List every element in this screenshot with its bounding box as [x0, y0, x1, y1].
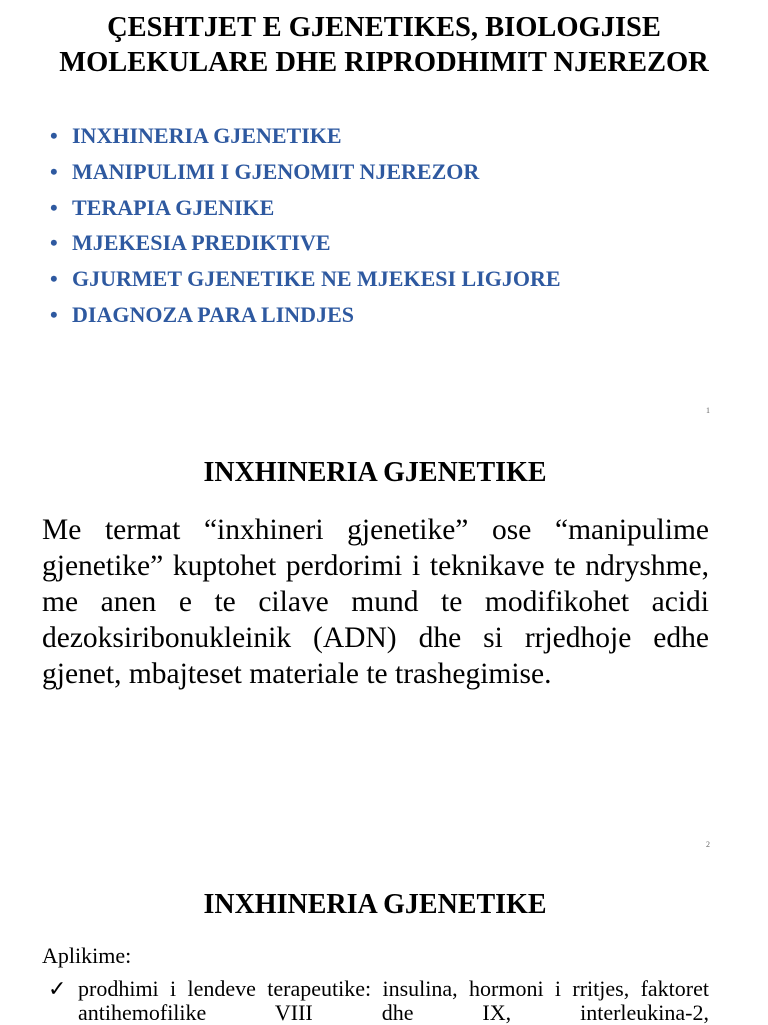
page-number: 1: [706, 406, 710, 415]
topic-item: [50, 118, 561, 154]
bullet-icon: •: [50, 158, 58, 184]
slide-3: [0, 864, 768, 1024]
check-list-item: [42, 977, 709, 1025]
body-paragraph: Me termat “inxhineri gjenetike” ose “manipulime gjenetike” kuptohet perdorimi i teknikave te ndryshme, me anen e te cilave mund te modifikohet acidi dezoksiribonukleinik (ADN) dhe si rrjedhoje edhe gjenet, mbajteset materiale te trashegimise.: [42, 514, 709, 690]
topic-item: [50, 154, 561, 190]
topic-label: DIAGNOZA PARA LINDJES: [72, 301, 354, 327]
slide-1: [0, 0, 768, 432]
check-item-text: prodhimi i lendeve terapeutike: insulina, hormoni i rritjes, faktoret antihemofilike VIII dhe IX, interleukina-2,: [78, 976, 709, 1025]
bullet-icon: •: [50, 123, 58, 148]
topic-label: INXHINERIA GJENETIKE: [72, 123, 342, 148]
checkmark-icon: ✓: [48, 976, 67, 1001]
slide-2: [0, 432, 768, 864]
topic-label: MANIPULIMI I GJENOMIT NJEREZOR: [72, 158, 480, 184]
bullet-icon: •: [50, 301, 58, 327]
page-number: 2: [706, 840, 710, 849]
slide-heading: INXHINERIA GJENETIKE: [203, 457, 547, 488]
topic-item: [50, 225, 561, 261]
topic-item: [50, 190, 561, 226]
title-line-1: ÇESHTJET E GJENETIKES, BIOLOGJISE: [107, 12, 661, 43]
bullet-icon: •: [50, 194, 58, 220]
intro-label: Aplikime:: [42, 943, 132, 968]
topic-item: [50, 297, 561, 333]
topic-label: MJEKESIA PREDIKTIVE: [72, 230, 331, 256]
slide-1-title: [0, 10, 768, 80]
topic-label: GJURMET GJENETIKE NE MJEKESI LIGJORE: [72, 266, 561, 292]
slide-heading: INXHINERIA GJENETIKE: [203, 889, 547, 920]
topic-list: [50, 118, 561, 333]
bullet-icon: •: [50, 266, 58, 292]
bullet-icon: •: [50, 230, 58, 256]
topic-item: [50, 261, 561, 297]
title-line-2: MOLEKULARE DHE RIPRODHIMIT NJEREZOR: [59, 47, 709, 78]
topic-label: TERAPIA GJENIKE: [72, 194, 275, 220]
